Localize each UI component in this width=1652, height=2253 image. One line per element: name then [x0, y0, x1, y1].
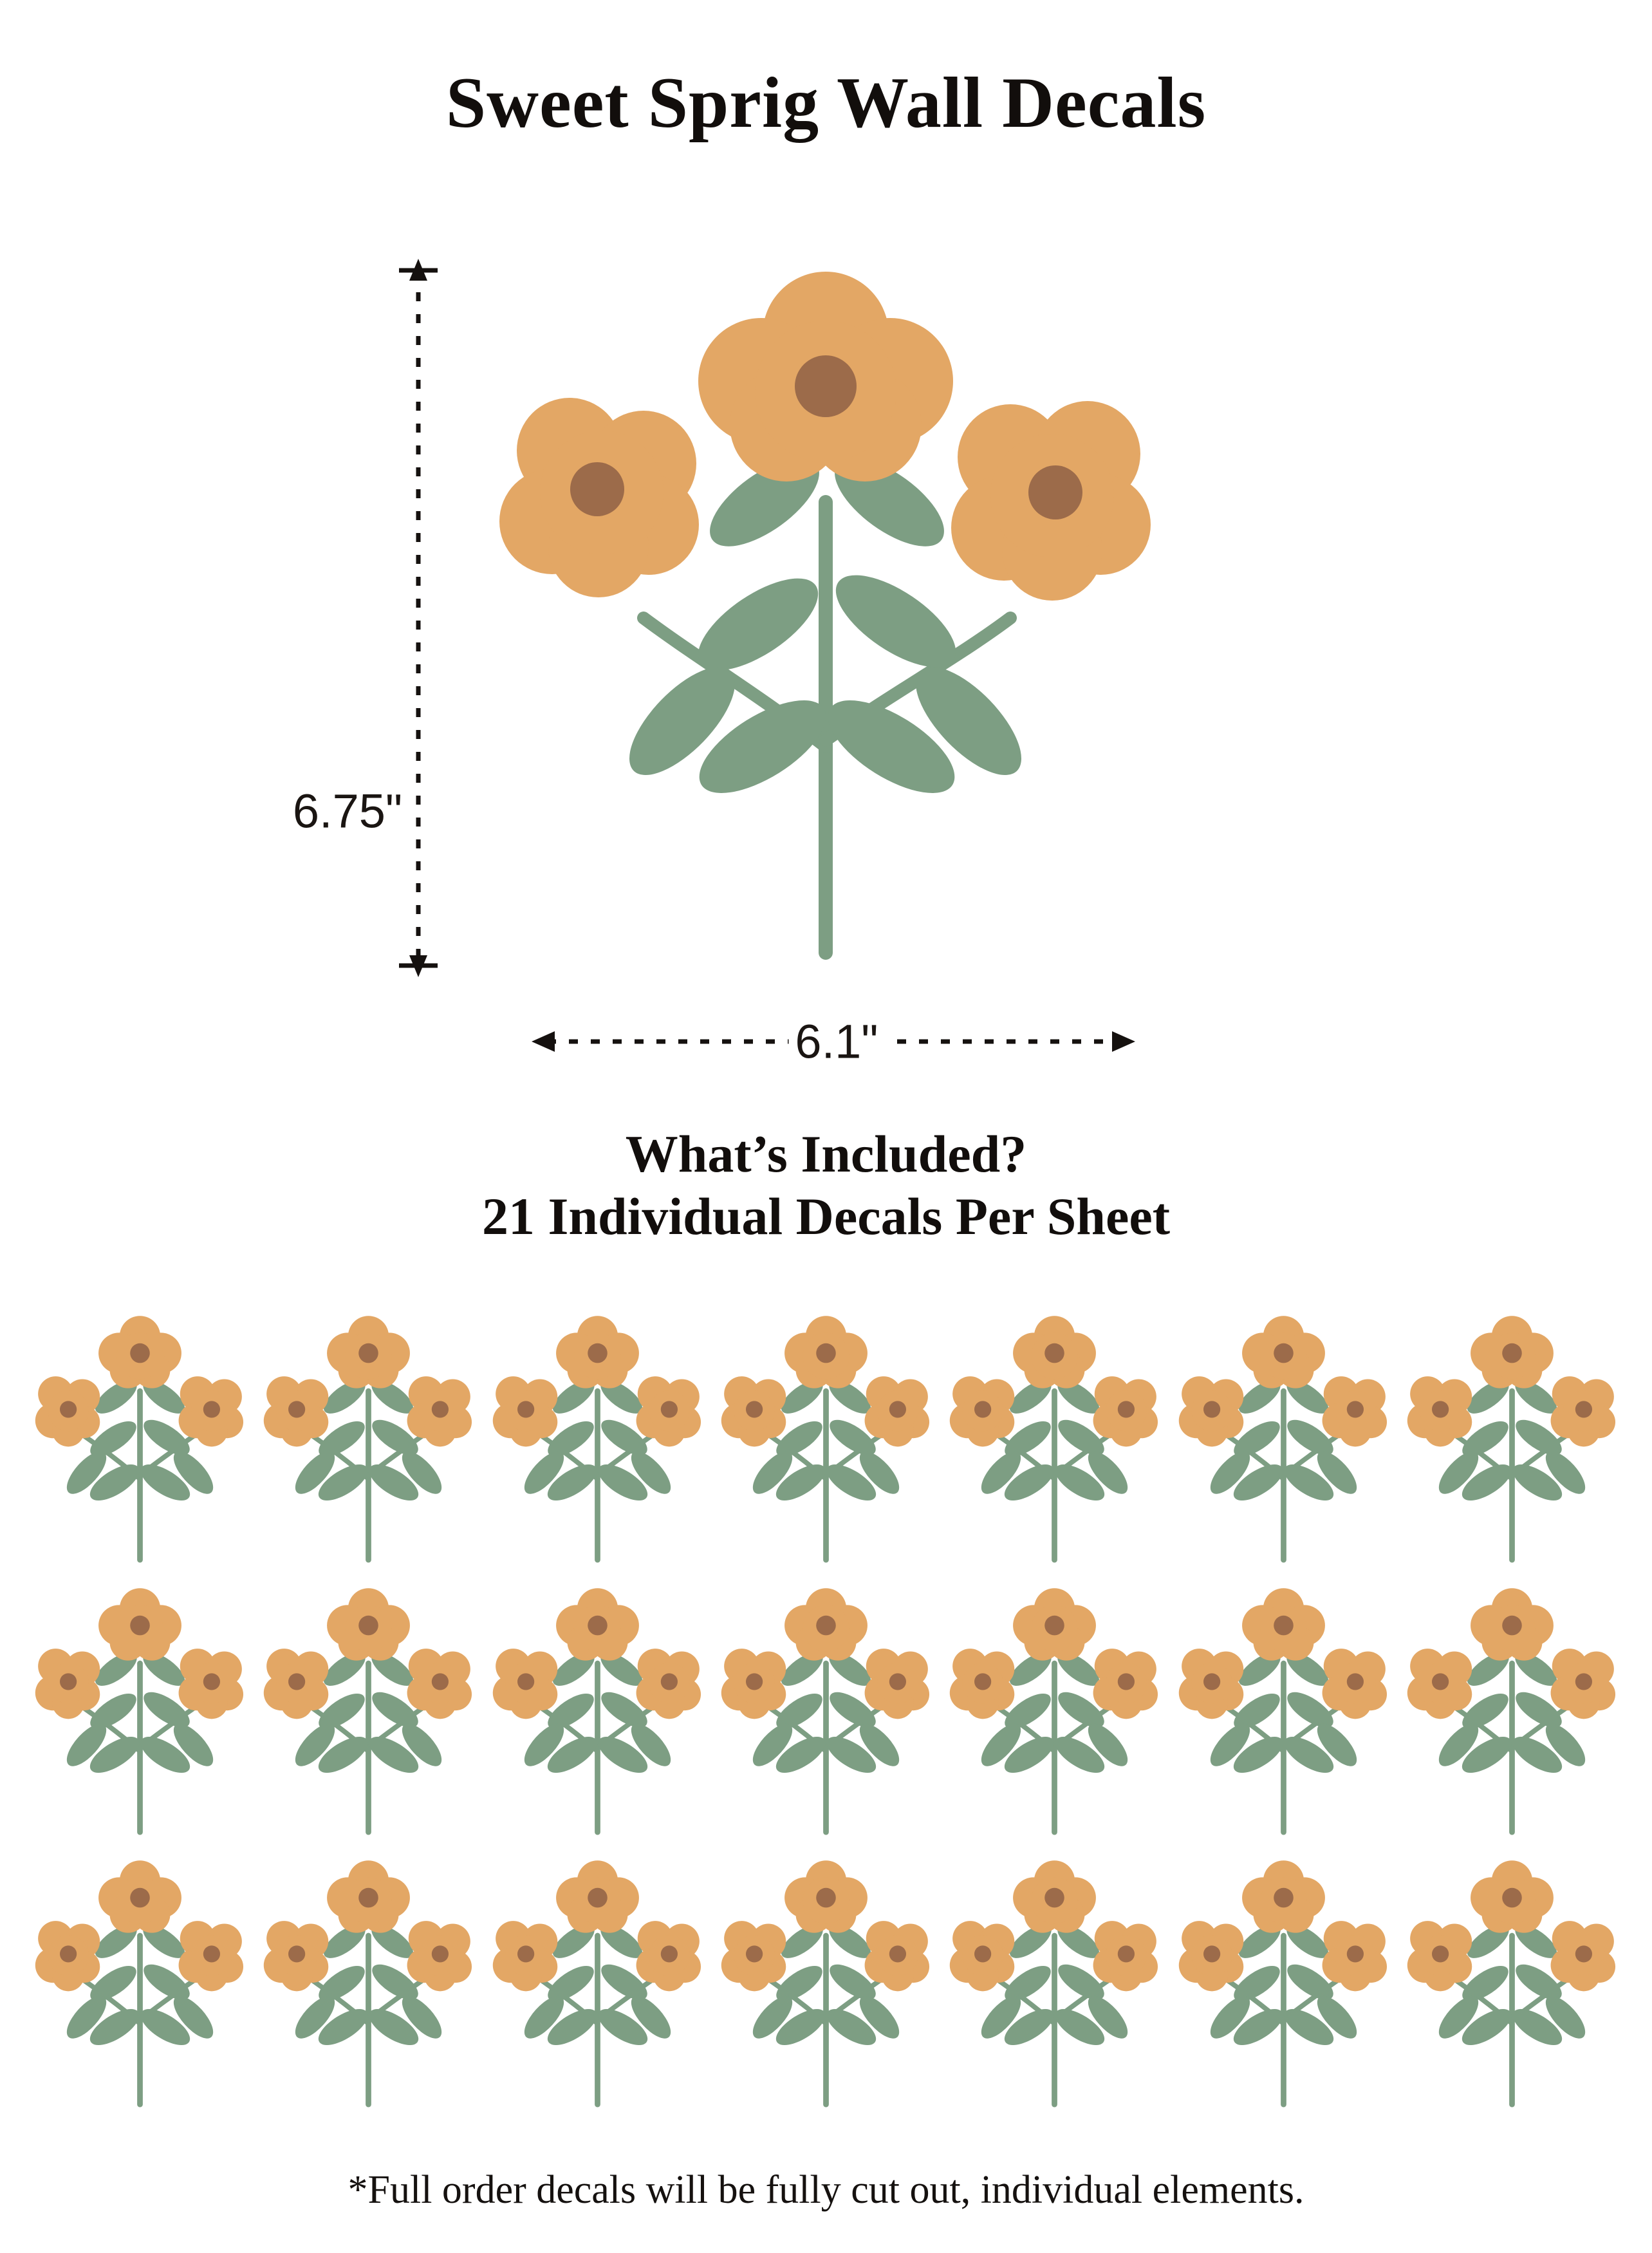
flower-right-small	[179, 1649, 243, 1719]
decal-item	[490, 1307, 705, 1574]
height-dimension-label: 6.75"	[286, 784, 409, 839]
sprig-small-illustration	[718, 1307, 934, 1574]
flower-top-small	[327, 1316, 410, 1388]
flower-left-small	[1178, 1921, 1243, 1991]
decal-item	[261, 1307, 476, 1574]
flower-left-small	[721, 1376, 786, 1446]
flower-left-small	[1178, 1649, 1243, 1719]
decal-item	[1404, 1307, 1620, 1574]
decal-row	[32, 1307, 1620, 1579]
flower-top-small	[1471, 1860, 1554, 1932]
sprig-small-illustration	[490, 1851, 705, 2118]
decal-item	[947, 1851, 1162, 2118]
hero-diagram	[0, 232, 1652, 1081]
decal-item	[261, 1851, 476, 2118]
included-heading: What’s Included?	[625, 1125, 1027, 1183]
flower-right-small	[1093, 1921, 1158, 1991]
flower-right-small	[1322, 1649, 1386, 1719]
flower-left-small	[950, 1649, 1014, 1719]
flower-right-small	[636, 1376, 700, 1446]
decal-item	[1176, 1307, 1391, 1574]
flower-top-small	[556, 1588, 639, 1660]
flower-top-small	[1471, 1588, 1554, 1660]
flower-left-small	[950, 1921, 1014, 1991]
flower-left-small	[721, 1649, 786, 1719]
sprig-small-illustration	[1404, 1307, 1620, 1574]
flower-right-small	[865, 1921, 929, 1991]
flower-right-small	[1551, 1376, 1615, 1446]
sprig-small-illustration	[32, 1307, 248, 1574]
flower-top-small	[327, 1860, 410, 1932]
flower-left-small	[264, 1649, 328, 1719]
flower-right-small	[179, 1921, 243, 1991]
sprig-small-illustration	[32, 1579, 248, 1846]
flower-right-small	[407, 1649, 472, 1719]
flower-right-small	[1322, 1921, 1386, 1991]
flower-top-small	[784, 1316, 868, 1388]
included-subheading: 21 Individual Decals Per Sheet	[481, 1186, 1171, 1246]
flower-top-small	[98, 1588, 181, 1660]
flower-left-small	[492, 1649, 557, 1719]
flower-top-small	[98, 1316, 181, 1388]
flower-left-small	[264, 1376, 328, 1446]
decal-item	[718, 1851, 934, 2118]
decal-sheet-grid	[32, 1307, 1620, 2124]
flower-left-small	[721, 1921, 786, 1991]
sprig-small-illustration	[947, 1851, 1162, 2118]
flower-left-small	[492, 1376, 557, 1446]
flower-top-small	[784, 1860, 868, 1932]
sprig-small-illustration	[1176, 1851, 1391, 2118]
width-dimension-label: 6.1"	[788, 1014, 884, 1069]
decal-item	[947, 1579, 1162, 1846]
sprig-small-illustration	[1404, 1851, 1620, 2118]
sprig-large-illustration	[0, 232, 1652, 1081]
decal-item	[1176, 1851, 1391, 2118]
flower-right-small	[1093, 1376, 1158, 1446]
flower-top-small	[784, 1588, 868, 1660]
sprig-small-illustration	[1176, 1579, 1391, 1846]
sprig-small-illustration	[718, 1579, 934, 1846]
flower-left-small	[1407, 1376, 1472, 1446]
flower-right-small	[179, 1376, 243, 1446]
sprig-small-illustration	[1176, 1307, 1391, 1574]
sprig-small-illustration	[490, 1307, 705, 1574]
flower-top-small	[1242, 1316, 1325, 1388]
height-dimension-arrow	[399, 259, 438, 977]
flower-right-small	[1551, 1649, 1615, 1719]
flower-top-small	[556, 1316, 639, 1388]
sprig-small-illustration	[261, 1307, 476, 1574]
flower-top-small	[1242, 1860, 1325, 1932]
decal-item	[32, 1579, 248, 1846]
decal-row	[32, 1579, 1620, 1851]
flower-right-small	[865, 1376, 929, 1446]
sprig-small-illustration	[1404, 1579, 1620, 1846]
decal-item	[490, 1579, 705, 1846]
flower-right-small	[1093, 1649, 1158, 1719]
decal-item	[1404, 1851, 1620, 2118]
flower-top-small	[1242, 1588, 1325, 1660]
decal-item	[1176, 1579, 1391, 1846]
flower-left-small	[35, 1649, 100, 1719]
flower-left-small	[1407, 1649, 1472, 1719]
flower-right-small	[407, 1376, 472, 1446]
sprig-small-illustration	[32, 1851, 248, 2118]
flower-left-small	[950, 1376, 1014, 1446]
included-section	[0, 1123, 1652, 1248]
sprig-small-illustration	[261, 1851, 476, 2118]
flower-right-small	[1551, 1921, 1615, 1991]
flower-top	[698, 272, 953, 481]
decal-item	[718, 1579, 934, 1846]
decal-item	[947, 1307, 1162, 1574]
flower-right-small	[636, 1921, 700, 1991]
flower-top-small	[1471, 1316, 1554, 1388]
sprig-small-illustration	[947, 1579, 1162, 1846]
flower-right-small	[865, 1649, 929, 1719]
footnote: *Full order decals will be fully cut out, individual elements.	[348, 2168, 1304, 2212]
flower-top-small	[327, 1588, 410, 1660]
sprig-small-illustration	[490, 1579, 705, 1846]
flower-left-small	[1178, 1376, 1243, 1446]
flower-top-small	[556, 1860, 639, 1932]
sprig-small-illustration	[261, 1579, 476, 1846]
decal-item	[32, 1307, 248, 1574]
flower-left-small	[1407, 1921, 1472, 1991]
decal-item	[32, 1851, 248, 2118]
flower-left	[499, 398, 699, 597]
decal-item	[490, 1851, 705, 2118]
flower-top-small	[1013, 1860, 1096, 1932]
flower-right-small	[1322, 1376, 1386, 1446]
flower-top-small	[1013, 1316, 1096, 1388]
decal-item	[718, 1307, 934, 1574]
flower-left-small	[492, 1921, 557, 1991]
flower-right-small	[636, 1649, 700, 1719]
flower-left-small	[264, 1921, 328, 1991]
decal-row	[32, 1851, 1620, 2124]
flower-top-small	[98, 1860, 181, 1932]
flower-right	[951, 401, 1151, 601]
flower-right-small	[407, 1921, 472, 1991]
sprig-small-illustration	[947, 1307, 1162, 1574]
page-title: Sweet Sprig Wall Decals	[445, 63, 1207, 143]
decal-item	[1404, 1579, 1620, 1846]
flower-top-small	[1013, 1588, 1096, 1660]
sprig-small-illustration	[718, 1851, 934, 2118]
flower-left-small	[35, 1376, 100, 1446]
flower-left-small	[35, 1921, 100, 1991]
decal-item	[261, 1579, 476, 1846]
